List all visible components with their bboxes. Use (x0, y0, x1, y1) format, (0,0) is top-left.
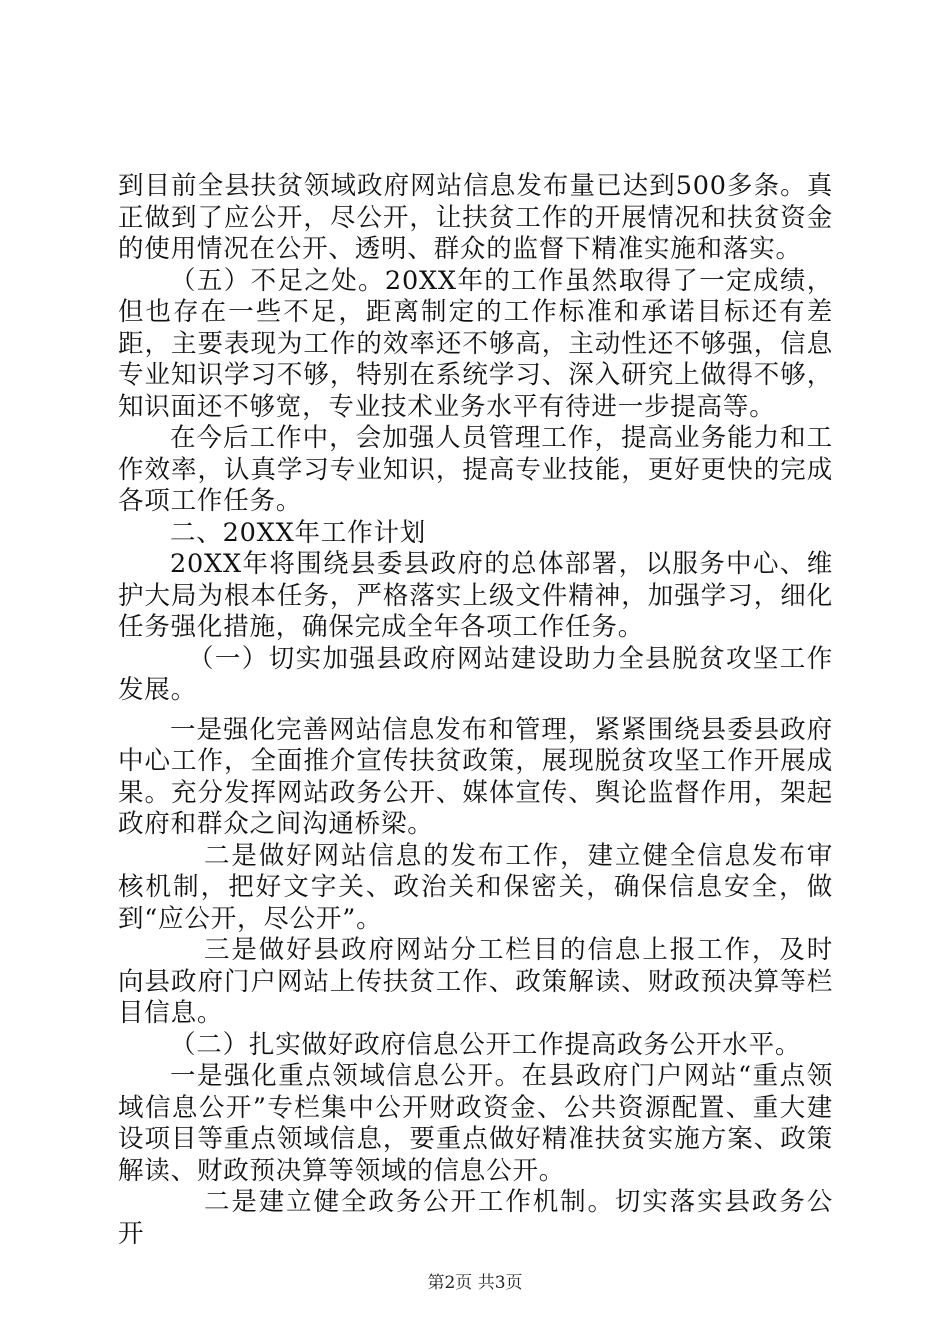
paragraph-7: 一是强化完善网站信息发布和管理，紧紧围绕县委县政府中心工作，全面推介宣传扶贫政策，展现脱贫攻坚工作开展成果。充分发挥网站政务公开、媒体宣传、舆论监督作用，架起政府和群众之间沟通桥梁。 (118, 714, 833, 839)
document-body (118, 171, 833, 1250)
page-footer: 第2页 共3页 (427, 1273, 523, 1293)
subheading-2: （二）扎实做好政府信息公开工作提高政务公开水平。 (170, 1029, 802, 1060)
subheading-1: （一）切实加强县政府网站建设助力全县脱贫攻坚工作发展。 (118, 643, 833, 705)
paragraph-9: 三是做好县政府网站分工栏目的信息上报工作，及时向县政府门户网站上传扶贫工作、政策解读、财政预决算等栏目信息。 (118, 935, 833, 1028)
paragraph-11: 一是强化重点领域信息公开。在县政府门户网站“重点领域信息公开”专栏集中公开财政资金、公共资源配置、重大建设项目等重点领域信息，要重点做好精准扶贫实施方案、政策解读、财政预决算等领域的信息公开。 (118, 1061, 833, 1186)
paragraph-3: 在今后工作中，会加强人员管理工作，提高业务能力和工作效率，认真学习专业知识，提高专业技能，更好更快的完成各项工作任务。 (118, 423, 833, 516)
paragraph-12: 二是建立健全政务公开工作机制。切实落实县政务公开 (118, 1187, 833, 1249)
paragraph-5: 20XX年将围绕县委县政府的总体部署，以服务中心、维护大局为根本任务，严格落实上级文件精神，加强学习，细化任务强化措施，确保完成全年各项工作任务。 (118, 549, 833, 642)
section-heading: 二、20XX年工作计划 (170, 517, 427, 548)
paragraph-1: 到目前全县扶贫领域政府网站信息发布量已达到500多条。真正做到了应公开，尽公开，让扶贫工作的开展情况和扶贫资金的使用情况在公开、透明、群众的监督下精准实施和落实。 (118, 171, 833, 264)
paragraph-8: 二是做好网站信息的发布工作，建立健全信息发布审核机制，把好文字关、政治关和保密关，确保信息安全，做到“应公开，尽公开”。 (118, 840, 833, 934)
paragraph-2: （五）不足之处。20XX年的工作虽然取得了一定成绩，但也存在一些不足，距离制定的工作标准和承诺目标还有差距，主要表现为工作的效率还不够高，主动性还不够强，信息专业知识学习不够，特别在系统学习、深入研究上做得不够，知识面还不够宽，专业技术业务水平有待进一步提高等。 (118, 265, 833, 422)
